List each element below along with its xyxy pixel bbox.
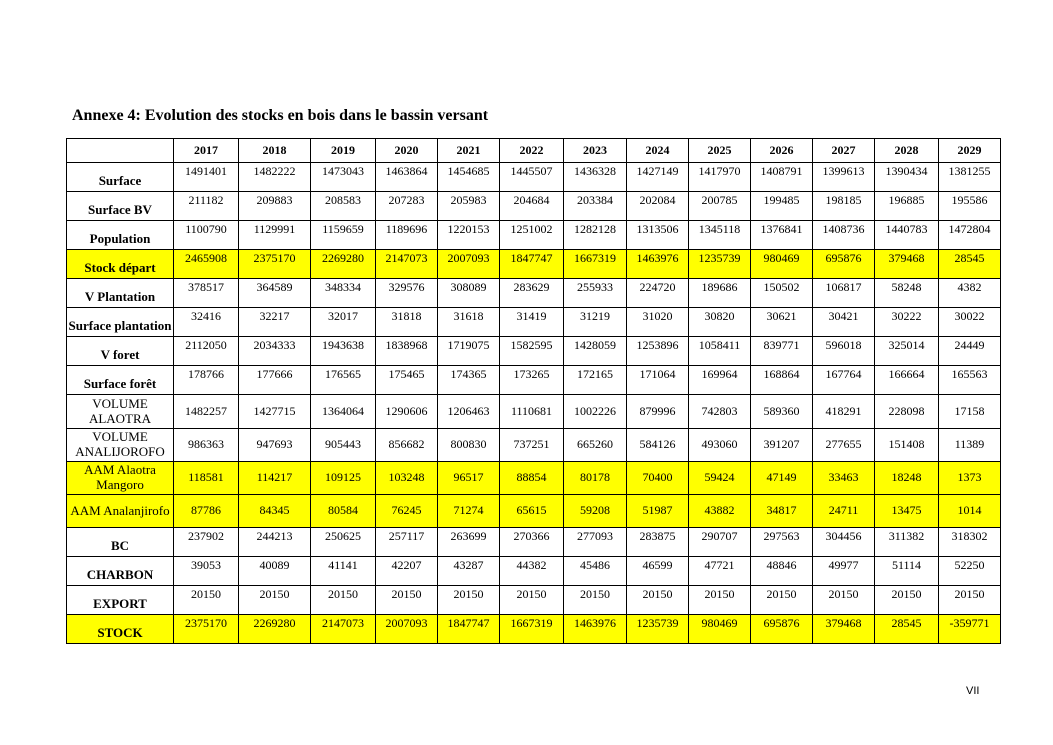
row-label: VOLUME ANALIJOROFO: [67, 429, 174, 462]
value-cell: 103248: [376, 462, 438, 495]
value-cell: 200785: [689, 192, 751, 221]
value-cell: 1408736: [813, 221, 875, 250]
table-row: [67, 366, 1001, 395]
table-row: [67, 528, 1001, 557]
value-cell: 87786: [174, 495, 239, 528]
value-cell: 76245: [376, 495, 438, 528]
value-cell: 42207: [376, 557, 438, 586]
value-cell: 695876: [813, 250, 875, 279]
value-cell: 1445507: [500, 163, 564, 192]
value-cell: 65615: [500, 495, 564, 528]
value-cell: 1110681: [500, 395, 564, 429]
value-cell: 177666: [239, 366, 311, 395]
value-cell: 255933: [564, 279, 627, 308]
value-cell: 195586: [939, 192, 1001, 221]
value-cell: 33463: [813, 462, 875, 495]
value-cell: 52250: [939, 557, 1001, 586]
value-cell: 20150: [311, 586, 376, 615]
value-cell: -359771: [939, 615, 1001, 644]
value-cell: 165563: [939, 366, 1001, 395]
value-cell: 41141: [311, 557, 376, 586]
value-cell: 150502: [751, 279, 813, 308]
value-cell: 2147073: [376, 250, 438, 279]
value-cell: 202084: [627, 192, 689, 221]
value-cell: 839771: [751, 337, 813, 366]
value-cell: 20150: [174, 586, 239, 615]
value-cell: 263699: [438, 528, 500, 557]
value-cell: 208583: [311, 192, 376, 221]
row-label: Stock départ: [67, 250, 174, 279]
value-cell: 1129991: [239, 221, 311, 250]
value-cell: 1838968: [376, 337, 438, 366]
value-cell: 800830: [438, 429, 500, 462]
value-cell: 96517: [438, 462, 500, 495]
value-cell: 237902: [174, 528, 239, 557]
value-cell: 665260: [564, 429, 627, 462]
value-cell: 2112050: [174, 337, 239, 366]
value-cell: 47149: [751, 462, 813, 495]
value-cell: 40089: [239, 557, 311, 586]
stock-evolution-table: [66, 138, 1001, 644]
table-row: [67, 395, 1001, 429]
value-cell: 348334: [311, 279, 376, 308]
value-cell: 589360: [751, 395, 813, 429]
value-cell: 1472804: [939, 221, 1001, 250]
value-cell: 1667319: [500, 615, 564, 644]
row-label: V Plantation: [67, 279, 174, 308]
year-header-2019: 2019: [311, 139, 376, 163]
value-cell: 283629: [500, 279, 564, 308]
value-cell: 211182: [174, 192, 239, 221]
value-cell: 169964: [689, 366, 751, 395]
value-cell: 418291: [813, 395, 875, 429]
year-header-2029: 2029: [939, 139, 1001, 163]
table-row: [67, 308, 1001, 337]
value-cell: 228098: [875, 395, 939, 429]
value-cell: 283875: [627, 528, 689, 557]
value-cell: 31419: [500, 308, 564, 337]
value-cell: 1251002: [500, 221, 564, 250]
value-cell: 28545: [939, 250, 1001, 279]
year-header-2025: 2025: [689, 139, 751, 163]
value-cell: 277655: [813, 429, 875, 462]
table-body: [67, 163, 1001, 644]
value-cell: 171064: [627, 366, 689, 395]
value-cell: 20150: [500, 586, 564, 615]
value-cell: 737251: [500, 429, 564, 462]
row-label: CHARBON: [67, 557, 174, 586]
value-cell: 1463976: [564, 615, 627, 644]
value-cell: 168864: [751, 366, 813, 395]
value-cell: 4382: [939, 279, 1001, 308]
value-cell: 378517: [174, 279, 239, 308]
value-cell: 277093: [564, 528, 627, 557]
row-label: BC: [67, 528, 174, 557]
value-cell: 39053: [174, 557, 239, 586]
table-row: [67, 557, 1001, 586]
value-cell: 879996: [627, 395, 689, 429]
value-cell: 175465: [376, 366, 438, 395]
value-cell: 1463976: [627, 250, 689, 279]
value-cell: 290707: [689, 528, 751, 557]
value-cell: 51987: [627, 495, 689, 528]
value-cell: 905443: [311, 429, 376, 462]
value-cell: 151408: [875, 429, 939, 462]
value-cell: 71274: [438, 495, 500, 528]
value-cell: 205983: [438, 192, 500, 221]
row-label: Surface plantation: [67, 308, 174, 337]
value-cell: 198185: [813, 192, 875, 221]
value-cell: 1440783: [875, 221, 939, 250]
value-cell: 1482257: [174, 395, 239, 429]
value-cell: 1381255: [939, 163, 1001, 192]
value-cell: 947693: [239, 429, 311, 462]
value-cell: 1719075: [438, 337, 500, 366]
row-label: EXPORT: [67, 586, 174, 615]
value-cell: 166664: [875, 366, 939, 395]
page-number: VII: [966, 685, 980, 697]
value-cell: 31818: [376, 308, 438, 337]
value-cell: 1943638: [311, 337, 376, 366]
value-cell: 178766: [174, 366, 239, 395]
value-cell: 1436328: [564, 163, 627, 192]
value-cell: 1427715: [239, 395, 311, 429]
value-cell: 70400: [627, 462, 689, 495]
value-cell: 80178: [564, 462, 627, 495]
value-cell: 48846: [751, 557, 813, 586]
value-cell: 1014: [939, 495, 1001, 528]
value-cell: 20150: [689, 586, 751, 615]
value-cell: 88854: [500, 462, 564, 495]
value-cell: 174365: [438, 366, 500, 395]
value-cell: 1290606: [376, 395, 438, 429]
value-cell: 1345118: [689, 221, 751, 250]
value-cell: 2375170: [239, 250, 311, 279]
value-cell: 209883: [239, 192, 311, 221]
value-cell: 297563: [751, 528, 813, 557]
table-row: [67, 429, 1001, 462]
row-label: VOLUME ALAOTRA: [67, 395, 174, 429]
value-cell: 224720: [627, 279, 689, 308]
value-cell: 51114: [875, 557, 939, 586]
value-cell: 80584: [311, 495, 376, 528]
value-cell: 32416: [174, 308, 239, 337]
value-cell: 1390434: [875, 163, 939, 192]
value-cell: 986363: [174, 429, 239, 462]
value-cell: 1235739: [627, 615, 689, 644]
year-header-2018: 2018: [239, 139, 311, 163]
value-cell: 20150: [875, 586, 939, 615]
value-cell: 318302: [939, 528, 1001, 557]
row-label: V foret: [67, 337, 174, 366]
value-cell: 189686: [689, 279, 751, 308]
value-cell: 30820: [689, 308, 751, 337]
value-cell: 379468: [813, 615, 875, 644]
value-cell: 2147073: [311, 615, 376, 644]
table-row: [67, 586, 1001, 615]
value-cell: 1002226: [564, 395, 627, 429]
value-cell: 1313506: [627, 221, 689, 250]
value-cell: 59424: [689, 462, 751, 495]
table-row: [67, 279, 1001, 308]
annex-title: Annexe 4: Evolution des stocks en bois dans le bassin versant: [72, 107, 489, 124]
value-cell: 2034333: [239, 337, 311, 366]
value-cell: 59208: [564, 495, 627, 528]
table-row: [67, 163, 1001, 192]
value-cell: 2007093: [438, 250, 500, 279]
value-cell: 106817: [813, 279, 875, 308]
table-row: [67, 250, 1001, 279]
value-cell: 2269280: [239, 615, 311, 644]
value-cell: 172165: [564, 366, 627, 395]
value-cell: 49977: [813, 557, 875, 586]
value-cell: 270366: [500, 528, 564, 557]
value-cell: 1159659: [311, 221, 376, 250]
value-cell: 244213: [239, 528, 311, 557]
row-label: Surface BV: [67, 192, 174, 221]
value-cell: 20150: [939, 586, 1001, 615]
value-cell: 1463864: [376, 163, 438, 192]
value-cell: 114217: [239, 462, 311, 495]
value-cell: 32217: [239, 308, 311, 337]
value-cell: 1847747: [500, 250, 564, 279]
value-cell: 173265: [500, 366, 564, 395]
table-row: [67, 462, 1001, 495]
value-cell: 1235739: [689, 250, 751, 279]
header-row: [67, 139, 1001, 163]
value-cell: 1491401: [174, 163, 239, 192]
value-cell: 1373: [939, 462, 1001, 495]
value-cell: 980469: [751, 250, 813, 279]
value-cell: 43287: [438, 557, 500, 586]
value-cell: 20150: [751, 586, 813, 615]
value-cell: 311382: [875, 528, 939, 557]
value-cell: 31618: [438, 308, 500, 337]
year-header-2017: 2017: [174, 139, 239, 163]
value-cell: 980469: [689, 615, 751, 644]
value-cell: 856682: [376, 429, 438, 462]
value-cell: 207283: [376, 192, 438, 221]
year-header-2028: 2028: [875, 139, 939, 163]
value-cell: 20150: [627, 586, 689, 615]
year-header-2024: 2024: [627, 139, 689, 163]
value-cell: 58248: [875, 279, 939, 308]
value-cell: 1847747: [438, 615, 500, 644]
value-cell: 1282128: [564, 221, 627, 250]
value-cell: 13475: [875, 495, 939, 528]
value-cell: 44382: [500, 557, 564, 586]
value-cell: 24711: [813, 495, 875, 528]
value-cell: 109125: [311, 462, 376, 495]
value-cell: 1428059: [564, 337, 627, 366]
value-cell: 204684: [500, 192, 564, 221]
year-header-2023: 2023: [564, 139, 627, 163]
value-cell: 20150: [376, 586, 438, 615]
year-header-2021: 2021: [438, 139, 500, 163]
value-cell: 20150: [813, 586, 875, 615]
value-cell: 1206463: [438, 395, 500, 429]
value-cell: 1399613: [813, 163, 875, 192]
table-row: [67, 495, 1001, 528]
value-cell: 17158: [939, 395, 1001, 429]
row-label: AAM Alaotra Mangoro: [67, 462, 174, 495]
value-cell: 1253896: [627, 337, 689, 366]
header-corner-cell: [67, 139, 174, 163]
value-cell: 1189696: [376, 221, 438, 250]
value-cell: 20150: [438, 586, 500, 615]
table-row: [67, 221, 1001, 250]
value-cell: 31219: [564, 308, 627, 337]
value-cell: 2465908: [174, 250, 239, 279]
value-cell: 32017: [311, 308, 376, 337]
value-cell: 30022: [939, 308, 1001, 337]
value-cell: 18248: [875, 462, 939, 495]
table-row: [67, 337, 1001, 366]
value-cell: 1364064: [311, 395, 376, 429]
table-row: [67, 192, 1001, 221]
value-cell: 329576: [376, 279, 438, 308]
value-cell: 2375170: [174, 615, 239, 644]
row-label: AAM Analanjirofo: [67, 495, 174, 528]
value-cell: 1417970: [689, 163, 751, 192]
value-cell: 24449: [939, 337, 1001, 366]
value-cell: 596018: [813, 337, 875, 366]
value-cell: 1582595: [500, 337, 564, 366]
value-cell: 584126: [627, 429, 689, 462]
row-label: Surface forêt: [67, 366, 174, 395]
value-cell: 84345: [239, 495, 311, 528]
value-cell: 30421: [813, 308, 875, 337]
value-cell: 31020: [627, 308, 689, 337]
value-cell: 1100790: [174, 221, 239, 250]
value-cell: 196885: [875, 192, 939, 221]
value-cell: 11389: [939, 429, 1001, 462]
value-cell: 308089: [438, 279, 500, 308]
value-cell: 304456: [813, 528, 875, 557]
value-cell: 1058411: [689, 337, 751, 366]
value-cell: 364589: [239, 279, 311, 308]
value-cell: 203384: [564, 192, 627, 221]
value-cell: 1427149: [627, 163, 689, 192]
value-cell: 20150: [239, 586, 311, 615]
year-header-2020: 2020: [376, 139, 438, 163]
value-cell: 46599: [627, 557, 689, 586]
value-cell: 30222: [875, 308, 939, 337]
value-cell: 43882: [689, 495, 751, 528]
value-cell: 28545: [875, 615, 939, 644]
value-cell: 257117: [376, 528, 438, 557]
value-cell: 2007093: [376, 615, 438, 644]
value-cell: 391207: [751, 429, 813, 462]
row-label: Population: [67, 221, 174, 250]
value-cell: 1667319: [564, 250, 627, 279]
row-label: Surface: [67, 163, 174, 192]
value-cell: 47721: [689, 557, 751, 586]
value-cell: 20150: [564, 586, 627, 615]
value-cell: 118581: [174, 462, 239, 495]
value-cell: 167764: [813, 366, 875, 395]
value-cell: 30621: [751, 308, 813, 337]
value-cell: 1220153: [438, 221, 500, 250]
value-cell: 1376841: [751, 221, 813, 250]
row-label: STOCK: [67, 615, 174, 644]
value-cell: 176565: [311, 366, 376, 395]
value-cell: 379468: [875, 250, 939, 279]
value-cell: 325014: [875, 337, 939, 366]
value-cell: 1454685: [438, 163, 500, 192]
value-cell: 742803: [689, 395, 751, 429]
value-cell: 2269280: [311, 250, 376, 279]
value-cell: 493060: [689, 429, 751, 462]
year-header-2027: 2027: [813, 139, 875, 163]
value-cell: 199485: [751, 192, 813, 221]
value-cell: 1482222: [239, 163, 311, 192]
year-header-2022: 2022: [500, 139, 564, 163]
year-header-2026: 2026: [751, 139, 813, 163]
value-cell: 1473043: [311, 163, 376, 192]
value-cell: 1408791: [751, 163, 813, 192]
value-cell: 695876: [751, 615, 813, 644]
value-cell: 250625: [311, 528, 376, 557]
table-row: [67, 615, 1001, 644]
value-cell: 34817: [751, 495, 813, 528]
value-cell: 45486: [564, 557, 627, 586]
